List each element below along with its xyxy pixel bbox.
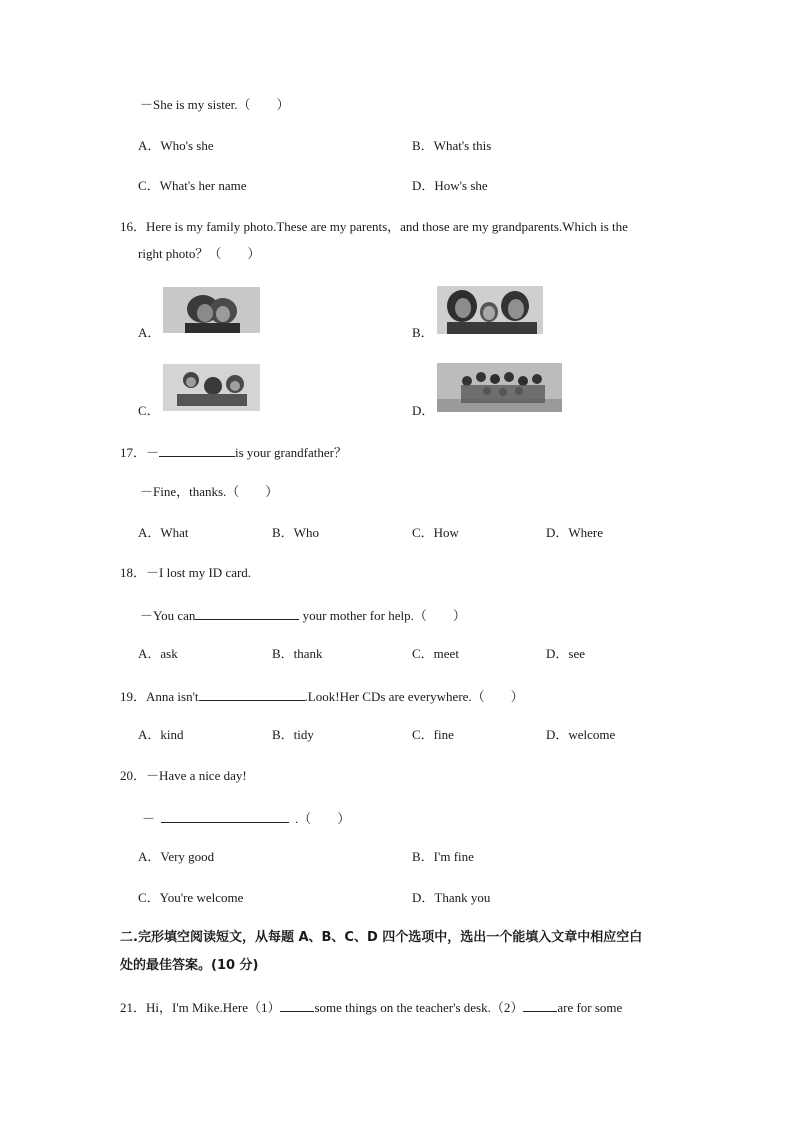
q18-response: －You can your mother for help.（ ） <box>140 605 466 625</box>
q19-stem: 19．Anna isn't .Look!Her CDs are everywhere.（ ） <box>120 686 524 706</box>
q15-option-b: B．What's this <box>412 138 492 153</box>
photo-c-children-image <box>163 364 260 411</box>
q18-blank <box>195 605 299 620</box>
q19-option-c: C．fine <box>412 727 454 742</box>
q20-option-c: C．You're welcome <box>138 890 244 905</box>
q18-option-a: A．ask <box>138 646 178 661</box>
q16-option-d: D． <box>412 403 435 418</box>
q17-stem: 17．－ is your grandfather？ <box>120 442 347 462</box>
q18-option-d: D．see <box>546 646 585 661</box>
q19-option-a: A．kind <box>138 727 184 742</box>
q18-option-c: C．meet <box>412 646 459 661</box>
q21-blank-2 <box>523 997 557 1012</box>
photo-d-big-family-image <box>437 363 562 412</box>
q15-option-d: D．How's she <box>412 178 488 193</box>
section2-heading-line2: 处的最佳答案。(10 分) <box>120 958 259 973</box>
q19-blank <box>199 686 305 701</box>
section2-heading-line1: 二.完形填空阅读短文，从每题 A、B、C、D 四个选项中，选出一个能填入文章中相应空白 <box>120 930 643 945</box>
q16-stem-line2: right photo？（ ） <box>138 246 261 261</box>
q19-option-d: D．welcome <box>546 727 616 742</box>
q20-stem: 20．－Have a nice day! <box>120 768 247 783</box>
q16-option-a: A． <box>138 325 161 340</box>
q20-option-d: D．Thank you <box>412 890 491 905</box>
photo-b-parents-child-image <box>437 286 543 334</box>
q17-option-a: A．What <box>138 525 189 540</box>
q20-option-b: B．I'm fine <box>412 849 474 864</box>
q16-option-b: B． <box>412 325 434 340</box>
q16-option-c: C． <box>138 403 160 418</box>
q15-response: －She is my sister.（ ） <box>140 97 290 112</box>
q17-option-b: B．Who <box>272 525 319 540</box>
q15-option-a: A．Who's she <box>138 138 214 153</box>
q18-stem: 18．－I lost my ID card. <box>120 565 252 580</box>
q15-option-c: C．What's her name <box>138 178 247 193</box>
q17-option-d: D．Where <box>546 525 604 540</box>
q18-option-b: B．thank <box>272 646 323 661</box>
q21-passage-line1: 21．Hi，I'm Mike.Here（1） some things on the teacher's desk.（2） are for some <box>120 997 622 1017</box>
q20-response: － .（ ） <box>142 808 350 828</box>
q19-option-b: B．tidy <box>272 727 314 742</box>
q17-blank <box>159 442 235 457</box>
q20-option-a: A．Very good <box>138 849 215 864</box>
q20-blank <box>161 808 289 823</box>
q17-response: －Fine，thanks.（ ） <box>140 484 279 499</box>
q17-option-c: C．How <box>412 525 459 540</box>
photo-a-couple-image <box>163 287 260 333</box>
q16-stem-line1: 16．Here is my family photo.These are my parents，and those are my grandparents.Which is the <box>120 219 628 234</box>
q21-blank-1 <box>280 997 314 1012</box>
